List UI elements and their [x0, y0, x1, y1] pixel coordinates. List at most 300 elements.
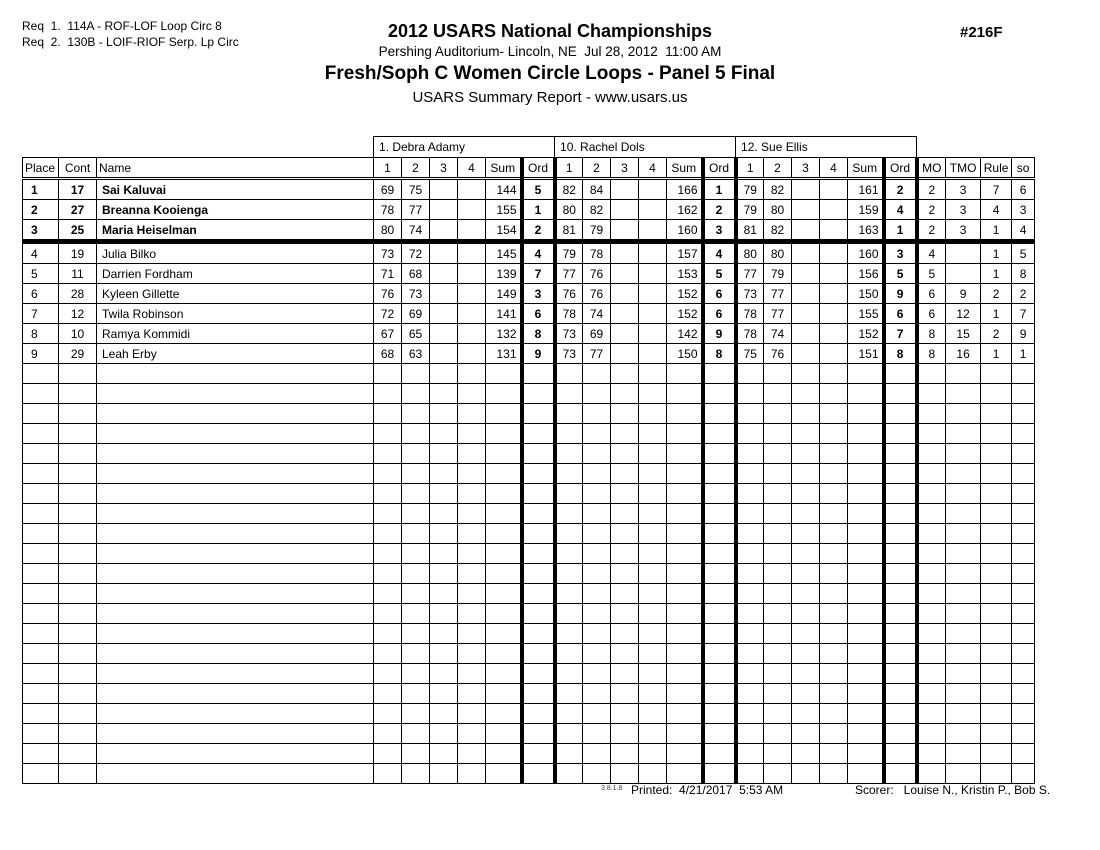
score-cell — [402, 704, 430, 724]
score-cell — [764, 664, 792, 684]
ordinal-cell — [703, 684, 736, 704]
table-row — [23, 200, 1035, 220]
score-cell — [555, 524, 583, 544]
score-cell: 77 — [736, 264, 764, 284]
score-cell — [430, 584, 458, 604]
score-cell — [458, 304, 486, 324]
score-cell — [374, 524, 402, 544]
score-cell — [486, 744, 522, 764]
column-header: 1 — [736, 158, 764, 179]
score-cell — [667, 404, 703, 424]
score-cell — [458, 324, 486, 344]
score-cell — [611, 264, 639, 284]
score-cell — [736, 424, 764, 444]
skater-name-cell: Sai Kaluvai — [97, 179, 374, 200]
score-cell — [667, 504, 703, 524]
ordinal-cell — [884, 524, 917, 544]
score-cell — [611, 744, 639, 764]
score-cell — [486, 384, 522, 404]
skater-name-cell: Darrien Fordham — [97, 264, 374, 284]
score-cell — [764, 684, 792, 704]
tmo-cell — [946, 242, 981, 264]
sum-cell: 159 — [848, 200, 884, 220]
score-cell — [639, 424, 667, 444]
score-cell — [583, 724, 611, 744]
stat-cell — [917, 444, 946, 464]
place-cell — [23, 664, 59, 684]
stat-cell — [1012, 584, 1035, 604]
score-cell — [736, 564, 764, 584]
skater-name-cell: Twila Robinson — [97, 304, 374, 324]
stat-cell — [946, 444, 981, 464]
place-cell: 7 — [23, 304, 59, 324]
score-cell: 82 — [764, 220, 792, 242]
score-cell — [430, 604, 458, 624]
score-cell — [583, 504, 611, 524]
mo-cell: 2 — [917, 220, 946, 242]
score-cell — [583, 544, 611, 564]
score-cell — [583, 704, 611, 724]
score-cell: 69 — [402, 304, 430, 324]
sum-cell: 152 — [848, 324, 884, 344]
skater-name-cell — [97, 444, 374, 464]
stat-cell — [1012, 444, 1035, 464]
column-header-row — [23, 158, 1035, 179]
ordinal-cell — [884, 604, 917, 624]
score-cell — [792, 444, 820, 464]
stat-cell — [946, 764, 981, 784]
contestant-number-cell: 11 — [59, 264, 97, 284]
score-cell — [458, 724, 486, 744]
score-cell — [639, 544, 667, 564]
ordinal-cell: 4 — [522, 242, 555, 264]
score-cell — [792, 179, 820, 200]
score-cell — [611, 644, 639, 664]
score-cell — [458, 504, 486, 524]
score-cell — [374, 564, 402, 584]
score-cell — [639, 404, 667, 424]
score-cell — [555, 684, 583, 704]
empty-row — [23, 524, 1035, 544]
score-cell — [639, 242, 667, 264]
ordinal-cell — [522, 704, 555, 724]
score-cell — [792, 504, 820, 524]
score-cell — [583, 384, 611, 404]
contestant-number-cell — [59, 444, 97, 464]
score-cell — [402, 724, 430, 744]
score-cell — [736, 364, 764, 384]
score-cell — [611, 324, 639, 344]
empty-row — [23, 624, 1035, 644]
score-cell — [458, 624, 486, 644]
score-cell — [820, 624, 848, 644]
score-cell — [555, 504, 583, 524]
tmo-cell — [946, 264, 981, 284]
stat-cell — [981, 524, 1012, 544]
score-cell: 84 — [583, 179, 611, 200]
rule-cell: 4 — [981, 200, 1012, 220]
place-cell — [23, 624, 59, 644]
score-cell — [792, 744, 820, 764]
column-header: Name — [97, 158, 374, 179]
empty-row — [23, 744, 1035, 764]
score-cell — [458, 744, 486, 764]
score-cell: 80 — [764, 242, 792, 264]
skater-name-cell: Kyleen Gillette — [97, 284, 374, 304]
sum-cell: 163 — [848, 220, 884, 242]
score-cell — [764, 544, 792, 564]
venue-date-line: Pershing Auditorium- Lincoln, NE Jul 28, 2012 11:00 AM — [378, 44, 722, 59]
column-header: 2 — [764, 158, 792, 179]
ordinal-cell — [884, 444, 917, 464]
skater-name-cell — [97, 384, 374, 404]
score-cell — [848, 444, 884, 464]
score-cell: 81 — [736, 220, 764, 242]
skater-name-cell — [97, 604, 374, 624]
score-cell — [848, 724, 884, 744]
stat-cell — [1012, 424, 1035, 444]
sum-cell: 150 — [848, 284, 884, 304]
mo-cell: 4 — [917, 242, 946, 264]
skater-name-cell — [97, 684, 374, 704]
score-cell — [792, 220, 820, 242]
score-cell: 65 — [402, 324, 430, 344]
sum-cell: 149 — [486, 284, 522, 304]
championship-title: 2012 USARS National Championships — [387, 21, 713, 41]
ordinal-cell — [522, 644, 555, 664]
score-cell — [792, 404, 820, 424]
place-cell — [23, 504, 59, 524]
score-cell — [639, 304, 667, 324]
score-cell — [639, 200, 667, 220]
score-cell — [583, 404, 611, 424]
skater-name-cell — [97, 464, 374, 484]
empty-row — [23, 604, 1035, 624]
empty-row — [23, 664, 1035, 684]
score-cell — [820, 200, 848, 220]
empty-row — [23, 564, 1035, 584]
score-cell — [555, 464, 583, 484]
score-cell — [611, 704, 639, 724]
contestant-number-cell — [59, 584, 97, 604]
score-cell — [848, 544, 884, 564]
contestant-number-cell — [59, 684, 97, 704]
stat-cell — [981, 504, 1012, 524]
stat-cell — [981, 564, 1012, 584]
score-cell — [764, 384, 792, 404]
score-cell — [374, 684, 402, 704]
score-cell — [374, 484, 402, 504]
score-cell — [639, 264, 667, 284]
stat-cell — [946, 464, 981, 484]
skater-name-cell — [97, 504, 374, 524]
stat-cell — [917, 744, 946, 764]
score-cell — [430, 484, 458, 504]
ordinal-cell: 3 — [703, 220, 736, 242]
score-cell — [374, 624, 402, 644]
sum-cell: 162 — [667, 200, 703, 220]
report-heading — [0, 21, 1100, 106]
score-cell — [458, 604, 486, 624]
mo-cell: 2 — [917, 200, 946, 220]
score-cell: 72 — [402, 242, 430, 264]
skater-name-cell — [97, 424, 374, 444]
ordinal-cell — [522, 504, 555, 524]
event-number: #216F — [960, 24, 1003, 41]
score-cell — [820, 504, 848, 524]
score-cell — [458, 284, 486, 304]
stat-cell — [981, 444, 1012, 464]
score-cell: 76 — [583, 284, 611, 304]
score-cell — [458, 484, 486, 504]
score-cell: 73 — [736, 284, 764, 304]
stat-cell — [946, 484, 981, 504]
stat-cell — [946, 544, 981, 564]
column-header: Ord — [703, 158, 736, 179]
sum-cell: 166 — [667, 179, 703, 200]
score-cell: 76 — [583, 264, 611, 284]
ordinal-cell — [522, 564, 555, 584]
column-header: 1 — [555, 158, 583, 179]
score-cell — [430, 764, 458, 784]
score-cell — [486, 624, 522, 644]
score-cell — [667, 664, 703, 684]
ordinal-cell — [884, 384, 917, 404]
ordinal-cell — [522, 444, 555, 464]
contestant-number-cell: 12 — [59, 304, 97, 324]
skater-name-cell — [97, 624, 374, 644]
score-cell — [486, 544, 522, 564]
score-cell — [430, 424, 458, 444]
stat-cell — [981, 384, 1012, 404]
score-cell — [458, 444, 486, 464]
ordinal-cell — [703, 404, 736, 424]
score-cell — [374, 424, 402, 444]
score-cell — [736, 764, 764, 784]
skater-name-cell — [97, 664, 374, 684]
column-header: Cont — [59, 158, 97, 179]
score-cell — [820, 364, 848, 384]
score-cell — [639, 644, 667, 664]
skater-name-cell — [97, 544, 374, 564]
score-cell — [611, 564, 639, 584]
score-cell — [402, 744, 430, 764]
score-cell — [764, 504, 792, 524]
column-header: Ord — [884, 158, 917, 179]
ordinal-cell: 3 — [884, 242, 917, 264]
place-cell — [23, 744, 59, 764]
score-cell — [820, 464, 848, 484]
ordinal-cell: 6 — [703, 304, 736, 324]
judge-name: 10. Rachel Dols — [555, 137, 736, 158]
score-cell — [555, 724, 583, 744]
place-cell — [23, 564, 59, 584]
score-cell — [611, 764, 639, 784]
score-cell — [486, 664, 522, 684]
score-cell — [611, 524, 639, 544]
ordinal-cell — [703, 544, 736, 564]
score-cell — [792, 644, 820, 664]
stat-cell — [1012, 624, 1035, 644]
score-cell — [486, 444, 522, 464]
place-cell — [23, 404, 59, 424]
contestant-number-cell — [59, 564, 97, 584]
score-cell: 73 — [402, 284, 430, 304]
rule-cell: 2 — [981, 324, 1012, 344]
score-cell — [374, 764, 402, 784]
skater-name-cell — [97, 404, 374, 424]
score-cell — [848, 484, 884, 504]
printed-timestamp: Printed: 4/21/2017 5:53 AM — [631, 783, 784, 797]
stat-cell — [946, 524, 981, 544]
score-cell — [736, 444, 764, 464]
place-cell: 8 — [23, 324, 59, 344]
column-header: Sum — [667, 158, 703, 179]
score-cell — [374, 364, 402, 384]
tmo-cell: 16 — [946, 344, 981, 364]
place-cell — [23, 724, 59, 744]
score-cell — [611, 584, 639, 604]
score-cell — [736, 724, 764, 744]
score-cell — [374, 544, 402, 564]
score-cell — [458, 464, 486, 484]
score-cell — [402, 644, 430, 664]
column-header: Sum — [848, 158, 884, 179]
column-header: Rule — [981, 158, 1012, 179]
score-cell — [486, 364, 522, 384]
score-cell: 76 — [764, 344, 792, 364]
rule-cell: 7 — [981, 179, 1012, 200]
score-cell — [430, 664, 458, 684]
score-cell: 77 — [583, 344, 611, 364]
contestant-number-cell — [59, 384, 97, 404]
skater-name-cell — [97, 744, 374, 764]
stat-cell — [1012, 364, 1035, 384]
column-header: 2 — [402, 158, 430, 179]
score-cell: 74 — [583, 304, 611, 324]
ordinal-cell: 9 — [703, 324, 736, 344]
contestant-number-cell: 25 — [59, 220, 97, 242]
contestant-number-cell — [59, 644, 97, 664]
score-cell — [555, 364, 583, 384]
score-cell — [667, 624, 703, 644]
score-cell — [430, 504, 458, 524]
tmo-cell: 3 — [946, 200, 981, 220]
score-cell — [611, 364, 639, 384]
score-cell — [820, 744, 848, 764]
stat-cell — [1012, 524, 1035, 544]
score-cell — [792, 424, 820, 444]
score-cell — [639, 504, 667, 524]
ordinal-cell: 3 — [522, 284, 555, 304]
empty-row — [23, 364, 1035, 384]
table-row — [23, 242, 1035, 264]
stat-cell — [946, 404, 981, 424]
score-cell — [458, 584, 486, 604]
stat-cell — [981, 364, 1012, 384]
score-cell — [611, 504, 639, 524]
ordinal-cell: 5 — [703, 264, 736, 284]
score-cell — [583, 644, 611, 664]
score-cell — [555, 444, 583, 464]
req-line-2: Req 2. 130B - LOIF-RIOF Serp. Lp Circ — [22, 35, 239, 49]
empty-row — [23, 684, 1035, 704]
ordinal-cell — [884, 744, 917, 764]
score-cell — [486, 684, 522, 704]
score-cell — [667, 644, 703, 664]
stat-cell — [981, 724, 1012, 744]
table-row — [23, 284, 1035, 304]
mo-cell: 6 — [917, 284, 946, 304]
score-cell — [583, 744, 611, 764]
score-cell: 82 — [583, 200, 611, 220]
score-cell — [639, 724, 667, 744]
skater-name-cell — [97, 564, 374, 584]
score-cell — [555, 564, 583, 584]
rule-cell: 1 — [981, 264, 1012, 284]
ordinal-cell — [884, 624, 917, 644]
score-cell — [458, 264, 486, 284]
score-cell — [764, 704, 792, 724]
score-cell — [430, 524, 458, 544]
score-cell: 81 — [555, 220, 583, 242]
score-cell — [820, 664, 848, 684]
ordinal-cell — [522, 464, 555, 484]
req-line-1: Req 1. 114A - ROF-LOF Loop Circ 8 — [22, 19, 222, 33]
rule-cell: 1 — [981, 304, 1012, 324]
skater-name-cell — [97, 724, 374, 744]
score-cell — [430, 242, 458, 264]
place-cell: 1 — [23, 179, 59, 200]
ordinal-cell: 5 — [884, 264, 917, 284]
score-cell — [583, 564, 611, 584]
score-cell — [374, 464, 402, 484]
column-header: TMO — [946, 158, 981, 179]
score-cell — [764, 584, 792, 604]
score-cell — [639, 220, 667, 242]
empty-row — [23, 544, 1035, 564]
score-cell — [374, 584, 402, 604]
stat-cell — [917, 524, 946, 544]
ordinal-cell — [522, 544, 555, 564]
place-cell — [23, 384, 59, 404]
score-cell — [430, 724, 458, 744]
score-cell — [374, 724, 402, 744]
ordinal-cell: 6 — [703, 284, 736, 304]
sum-cell: 157 — [667, 242, 703, 264]
score-cell — [611, 544, 639, 564]
score-cell — [820, 724, 848, 744]
score-cell — [792, 324, 820, 344]
score-cell — [792, 484, 820, 504]
stat-cell — [1012, 564, 1035, 584]
stat-cell — [946, 664, 981, 684]
sum-cell: 141 — [486, 304, 522, 324]
score-cell — [583, 604, 611, 624]
score-cell — [848, 764, 884, 784]
ordinal-cell — [703, 424, 736, 444]
ordinal-cell — [522, 384, 555, 404]
sum-cell: 132 — [486, 324, 522, 344]
score-cell — [430, 704, 458, 724]
table-row — [23, 264, 1035, 284]
score-cell — [458, 200, 486, 220]
ordinal-cell — [703, 704, 736, 724]
score-cell — [639, 444, 667, 464]
ordinal-cell — [703, 584, 736, 604]
score-cell — [486, 564, 522, 584]
mo-cell: 2 — [917, 179, 946, 200]
